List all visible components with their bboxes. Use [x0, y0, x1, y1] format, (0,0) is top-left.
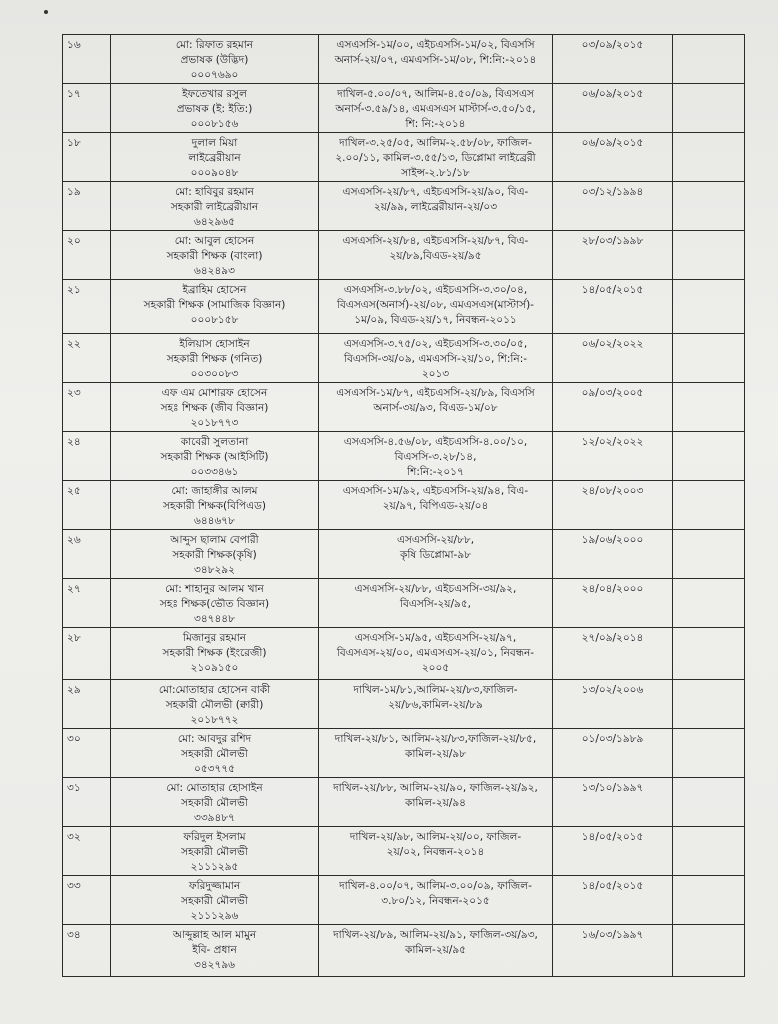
remarks-cell [673, 231, 745, 280]
serial-number: ২০ [63, 231, 111, 280]
qualification-cell [319, 35, 553, 84]
qualification-cell [319, 876, 553, 925]
employee-name: দুলাল মিয়া [191, 137, 238, 149]
joining-date: ০৯/০৩/২০০৫ [553, 383, 673, 432]
serial-number: ২৭ [63, 579, 111, 628]
qualification-line: বিএসসি-৩.২৮/১৪, [394, 451, 477, 463]
table-row [63, 182, 745, 231]
qualification-line: ২য়/৮৯,বিএড-২য়/৯৫ [389, 250, 482, 262]
qualification-line: বিএসসি-২য়/৯৫, [399, 598, 471, 610]
remarks-cell [673, 925, 745, 977]
table-row [63, 84, 745, 133]
qualification-line: কামিল-২য়/৯৫ [404, 944, 466, 956]
remarks-cell [673, 35, 745, 84]
designation: সহকারী মৌলভী [181, 797, 248, 809]
table-row [63, 579, 745, 628]
qualification-line: এসএসসি-৪.৫৬/০৮, এইচএসসি-৪.০০/১০, [343, 436, 528, 448]
employee-cell [111, 133, 319, 182]
joining-date: ১৪/০৫/২০১৫ [553, 280, 673, 334]
designation: সহকারী শিক্ষক(বিপিএড) [163, 500, 266, 512]
remarks-cell [673, 182, 745, 231]
table-row [63, 778, 745, 827]
remarks-cell [673, 827, 745, 876]
employee-name: ইলিয়াস হোসাইন [179, 338, 250, 350]
qualification-line: এসএসসি-১ম/৯২, এইচএসসি-২য়/৯৪, বিএ- [342, 485, 529, 497]
remarks-cell [673, 530, 745, 579]
employee-cell [111, 84, 319, 133]
designation: সহকারী মৌলভী [181, 846, 248, 858]
index-number: ২১১১২৯৬ [190, 910, 239, 922]
qualification-line: অনার্স-৩.৫৯/১৪, এমএসএস মাস্টার্স-৩.৫০/১৫, [335, 103, 536, 115]
joining-date: ১৩/১০/১৯৯৭ [553, 778, 673, 827]
designation: সহকারী মৌলভী [181, 895, 248, 907]
qualification-cell [319, 579, 553, 628]
qualification-cell [319, 383, 553, 432]
qualification-line: এসএসসি-৩.৭৫/০২, এইচএসসি-৩.৩০/০৫, [343, 338, 528, 350]
qualification-cell [319, 778, 553, 827]
table-row [63, 280, 745, 334]
employee-name: মো: রিফাত রহমান [175, 39, 254, 51]
qualification-line: এসএসসি-১ম/৮৭, এইচএসসি-২য়/৮৯, বিএসসি [336, 387, 535, 399]
qualification-cell [319, 680, 553, 729]
table-row [63, 133, 745, 182]
qualification-cell [319, 827, 553, 876]
qualification-line: এসএসসি-২য়/৮৮, এইচএসসি-৩য়/৯২, [354, 583, 517, 595]
employee-cell [111, 729, 319, 778]
qualification-line: এসএসসি-২য়/৮৭, এইচএসসি-২য়/৯০, বিএ- [342, 186, 529, 198]
designation: সহকারী লাইব্রেরীয়ান [170, 201, 259, 213]
serial-number: ১৭ [63, 84, 111, 133]
qualification-cell [319, 628, 553, 680]
index-number: ২০১৮৭৭২ [190, 714, 239, 726]
remarks-cell [673, 680, 745, 729]
serial-number: ৩৪ [63, 925, 111, 977]
remarks-cell [673, 280, 745, 334]
qualification-line: দাখিল-১ম/৮১,আলিম-২য়/৮৩,ফাজিল- [353, 684, 518, 696]
serial-number: ২৮ [63, 628, 111, 680]
index-number: ০০৩০০৮৩ [190, 368, 239, 380]
employee-name: ইফতেখার রসুল [182, 88, 247, 100]
joining-date: ২৪/০৮/২০০৩ [553, 481, 673, 530]
index-number: ৬৪২৪৯৩ [194, 265, 235, 277]
designation: সহকারী শিক্ষক (বাংলা) [166, 250, 263, 262]
joining-date: ১২/০২/২০২২ [553, 432, 673, 481]
table-row [63, 628, 745, 680]
employee-cell [111, 876, 319, 925]
employee-cell [111, 334, 319, 383]
employee-name: ইব্রাহিম হোসেন [182, 284, 247, 296]
remarks-cell [673, 383, 745, 432]
qualification-cell [319, 481, 553, 530]
joining-date: ১৪/০৫/২০১৫ [553, 827, 673, 876]
qualification-line: এসএসসি-১ম/৯৫, এইচএসসি-২য়/৯৭, [354, 632, 517, 644]
qualification-cell [319, 84, 553, 133]
qualification-line: ২য়/৯৯, লাইব্রেরীয়ান-২য়/০৩ [373, 201, 498, 213]
designation: প্রভাষক (উদ্ভিদ) [180, 54, 249, 66]
employee-cell [111, 432, 319, 481]
serial-number: ৩২ [63, 827, 111, 876]
qualification-line: ১ম/০৯, বিএড-২য়/১৭, নিবন্ধন-২০১১ [354, 314, 517, 326]
serial-number: ৩৩ [63, 876, 111, 925]
joining-date: ০৬/০৯/২০১৫ [553, 133, 673, 182]
employee-name: মো: জাহাঙ্গীর আলম [171, 485, 258, 497]
qualification-line: অনার্স-৩য়/৯৩, বিএড-১ম/০৮ [373, 402, 498, 414]
employee-name: মো: মোতাহার হোসাইন [166, 782, 263, 794]
index-number: ৩৪২৭৯৬ [194, 959, 235, 971]
serial-number: ১৬ [63, 35, 111, 84]
employee-cell [111, 680, 319, 729]
employee-cell [111, 827, 319, 876]
qualification-line: সাইন্স-২.৮১/১৮ [401, 167, 470, 179]
index-number: ৩৩৯৪৮৭ [194, 812, 235, 824]
designation: সহকারী মৌলভী [181, 748, 248, 760]
index-number: ০০০৮১৫৮ [190, 314, 239, 326]
remarks-cell [673, 628, 745, 680]
joining-date: ২৮/০৩/১৯৯৮ [553, 231, 673, 280]
serial-number: ২৪ [63, 432, 111, 481]
joining-date: ০১/০৩/১৯৮৯ [553, 729, 673, 778]
qualification-cell [319, 334, 553, 383]
index-number: ২১০৯১৫০ [190, 662, 239, 674]
remarks-cell [673, 334, 745, 383]
table-row [63, 729, 745, 778]
qualification-line: ২য়/৮৬,কামিল-২য়/৮৯ [388, 699, 483, 711]
employee-cell [111, 925, 319, 977]
designation: সহকারী শিক্ষক (গনিত) [166, 353, 263, 365]
employee-name: মো:মোতাহার হোসেন বাকী [158, 684, 271, 696]
table-row [63, 876, 745, 925]
index-number: ৩৪৭৪৪৮ [194, 613, 235, 625]
employee-name: মিজানুর রহমান [182, 632, 247, 644]
qualification-line: দাখিল-২য়/৮৮, আলিম-২য়/৯০, ফাজিল-২য়/৯২, [333, 782, 538, 794]
employee-name: কাবেরী সুলতানা [180, 436, 249, 448]
index-number: ০০০৮১৫৬ [190, 118, 239, 130]
qualification-line: ৩.৮০/১২, নিবন্ধন-২০১৫ [381, 895, 490, 907]
serial-number: ২৯ [63, 680, 111, 729]
employee-cell [111, 383, 319, 432]
qualification-cell [319, 432, 553, 481]
employee-name: মো: হাবিবুর রহমান [175, 186, 254, 198]
index-number: ০০০৭৬৯০ [190, 69, 239, 81]
table-row [63, 383, 745, 432]
staff-table [62, 34, 745, 977]
designation: সহকারী মৌলভী (ক্বারী) [165, 699, 264, 711]
designation: প্রভাষক (ই: ইতি:) [176, 103, 253, 115]
qualification-cell [319, 280, 553, 334]
index-number: ৬৪২৯৬৫ [194, 216, 235, 228]
qualification-line: বিএসসি-৩য়/০৯, এমএসসি-২য়/১০, শি:নি:- [343, 353, 528, 365]
qualification-cell [319, 231, 553, 280]
serial-number: ৩১ [63, 778, 111, 827]
employee-cell [111, 579, 319, 628]
employee-cell [111, 778, 319, 827]
qualification-line: দাখিল-৩.২৫/০৫, আলিম-২.৫৮/০৮, ফাজিল- [339, 137, 532, 149]
index-number: ২১১১২৯৫ [190, 861, 239, 873]
employee-name: আব্দুল্লাহ আল মামুন [172, 929, 257, 941]
employee-name: ফরিদুজ্জামান [188, 880, 241, 892]
employee-cell [111, 481, 319, 530]
qualification-cell [319, 182, 553, 231]
joining-date: ২৪/০৪/২০০০ [553, 579, 673, 628]
designation: সহঃ শিক্ষক (জীব বিজ্ঞান) [160, 402, 269, 414]
designation: সহকারী শিক্ষক (সামাজিক বিজ্ঞান) [143, 299, 286, 311]
employee-name: মো: শাহানুর আলম খান [165, 583, 264, 595]
joining-date: ২৭/০৯/২০১৪ [553, 628, 673, 680]
qualification-line: ২য়/০২, নিবন্ধন-২০১৪ [386, 846, 485, 858]
qualification-line: বিএসএস-২য়/০০, এমএসএস-২য়/০১, নিবন্ধন- [336, 647, 535, 659]
qualification-line: শি: নি:-২০১৪ [405, 118, 466, 130]
table-row [63, 827, 745, 876]
qualification-line: শি:নি:-২০১৭ [407, 466, 464, 478]
remarks-cell [673, 778, 745, 827]
qualification-line: কামিল-২য়/৯৪ [404, 797, 466, 809]
index-number: ৬৪৪৬৭৮ [194, 515, 235, 527]
employee-name: মো: আবদুর রশিদ [177, 733, 252, 745]
qualification-line: দাখিল-২য়/৮৯, আলিম-২য়/৯১, ফাজিল-৩য়/৯৩, [333, 929, 538, 941]
designation: ইবি- প্রধান [192, 944, 237, 956]
index-number: ০০০৯০৪৮ [190, 167, 239, 179]
serial-number: ২১ [63, 280, 111, 334]
designation: সহকারী শিক্ষক(কৃষি) [172, 549, 257, 561]
index-number: ৩৪৮২৯২ [194, 564, 235, 576]
qualification-cell [319, 729, 553, 778]
employee-cell [111, 35, 319, 84]
employee-cell [111, 628, 319, 680]
qualification-line: ২.০০/১১, কামিল-৩.৫৫/১৩, ডিপ্লোমা লাইব্রেরী [335, 152, 536, 164]
index-number: ২০১৮৭৭৩ [190, 417, 239, 429]
remarks-cell [673, 876, 745, 925]
table-row [63, 530, 745, 579]
serial-number: ২২ [63, 334, 111, 383]
remarks-cell [673, 84, 745, 133]
joining-date: ০৬/০২/২০২২ [553, 334, 673, 383]
joining-date: ০৩/০৯/২০১৫ [553, 35, 673, 84]
joining-date: ১৬/০৩/১৯৯৭ [553, 925, 673, 977]
employee-cell [111, 182, 319, 231]
table-row [63, 35, 745, 84]
qualification-line: ২য়/৯৭, বিপিএড-২য়/০৪ [382, 500, 489, 512]
joining-date: ১৯/০৬/২০০০ [553, 530, 673, 579]
qualification-line: ২০০৫ [421, 662, 450, 674]
employee-name: আব্দুস ছালাম বেপারী [170, 534, 259, 546]
designation: সহকারী শিক্ষক (ইংরেজী) [162, 647, 267, 659]
designation: সহঃ শিক্ষক(ভৌত বিজ্ঞান) [159, 598, 270, 610]
qualification-line: দাখিল-৪.০০/০৭, আলিম-৩.০০/০৯, ফাজিল- [339, 880, 532, 892]
qualification-line: কামিল-২য়/৯৮ [404, 748, 466, 760]
joining-date: ০৬/০৯/২০১৫ [553, 84, 673, 133]
serial-number: ১৮ [63, 133, 111, 182]
qualification-line: দাখিল-২য়/৮১, আলিম-২য়/৮৩,ফাজিল-২য়/৮৫, [334, 733, 537, 745]
employee-cell [111, 530, 319, 579]
index-number: ০৫৩৭৭৫ [194, 763, 235, 775]
table-row [63, 334, 745, 383]
remarks-cell [673, 432, 745, 481]
table-row [63, 925, 745, 977]
qualification-line: এসএসসি-১ম/০০, এইচএসসি-১ম/০২, বিএসসি [336, 39, 535, 51]
qualification-cell [319, 530, 553, 579]
employee-name: ফরিদুল ইসলাম [183, 831, 246, 843]
table-row [63, 680, 745, 729]
table-row [63, 481, 745, 530]
remarks-cell [673, 729, 745, 778]
serial-number: ৩০ [63, 729, 111, 778]
employee-name: এফ এম মোশারফ হোসেন [161, 387, 268, 399]
serial-number: ১৯ [63, 182, 111, 231]
punch-mark [44, 10, 48, 14]
joining-date: ১৩/০২/২০০৬ [553, 680, 673, 729]
employee-cell [111, 231, 319, 280]
qualification-line: অনার্স-২য়/০৭, এমএসসি-১ম/০৮, শি:নি:-২০১৪ [334, 54, 537, 66]
serial-number: ২৫ [63, 481, 111, 530]
serial-number: ২৬ [63, 530, 111, 579]
qualification-line: এসএসসি-৩.৮৮/০২, এইচএসসি-৩.৩০/০৪, [343, 284, 528, 296]
index-number: ০০৩৩৪৬১ [190, 466, 239, 478]
qualification-cell [319, 133, 553, 182]
qualification-line: বিএসএস(অনার্স)-২য়/০৮, এমএসএস(মাস্টার্স)- [337, 299, 534, 311]
serial-number: ২৩ [63, 383, 111, 432]
remarks-cell [673, 579, 745, 628]
joining-date: ১৪/০৫/২০১৫ [553, 876, 673, 925]
table-row [63, 231, 745, 280]
qualification-line: এসএসসি-২য়/৮৮, [396, 534, 475, 546]
qualification-line: ২০১৩ [421, 368, 450, 380]
qualification-cell [319, 925, 553, 977]
designation: লাইব্রেরীয়ান [188, 152, 241, 164]
joining-date: ০৩/১২/১৯৯৪ [553, 182, 673, 231]
qualification-line: দাখিল-৫.০০/০৭, আলিম-৪.৫০/০৯, বিএসএস [337, 88, 534, 100]
employee-name: মো: আবুল হোসেন [174, 235, 255, 247]
qualification-line: দাখিল-২য়/৯৮, আলিম-২য়/০০, ফাজিল- [349, 831, 522, 843]
remarks-cell [673, 133, 745, 182]
remarks-cell [673, 481, 745, 530]
table-row [63, 432, 745, 481]
employee-cell [111, 280, 319, 334]
qualification-line: কৃষি ডিপ্লোমা-৯৮ [400, 549, 471, 561]
qualification-line: এসএসসি-২য়/৮৪, এইচএসসি-২য়/৮৭, বিএ- [342, 235, 529, 247]
designation: সহকারী শিক্ষক (আইসিটি) [160, 451, 269, 463]
